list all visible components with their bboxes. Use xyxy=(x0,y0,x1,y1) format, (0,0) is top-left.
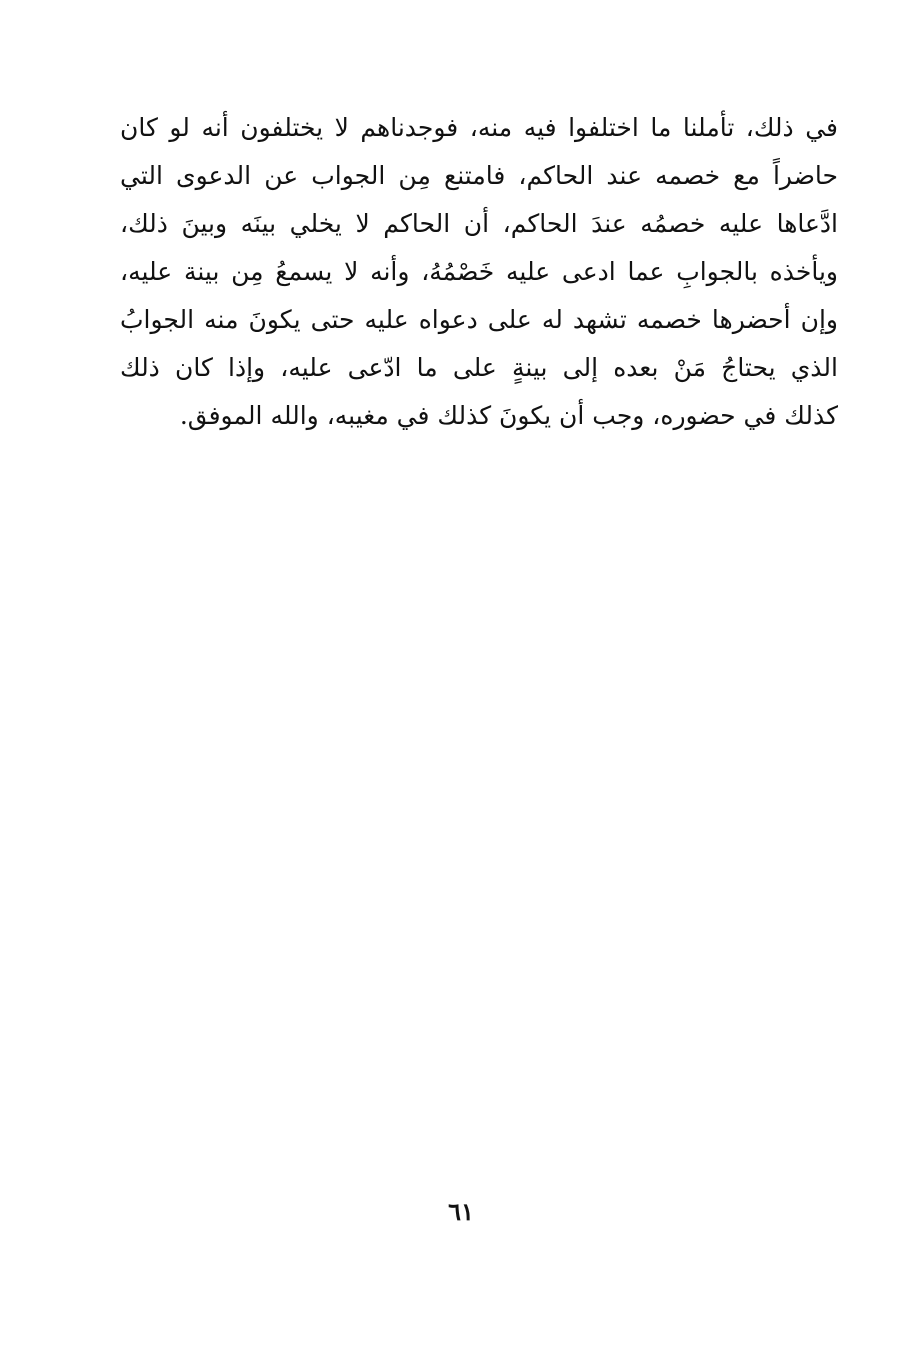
page-number: ٦١ xyxy=(448,1197,474,1226)
text-line-2: حاضراً مع خصمه عند الحاكم، فامتنع مِن الجواب عن الدعوى التي xyxy=(120,161,838,190)
body-text xyxy=(120,104,838,440)
text-line-7: كذلك في حضوره، وجب أن يكونَ كذلك في مغيبه، والله الموفق. xyxy=(179,401,838,430)
text-line-3: ادَّعاها عليه خصمُه عندَ الحاكم، أن الحاكم لا يخلي بينَه وبينَ ذلك، xyxy=(120,209,838,238)
text-line-5: وإن أحضرها خصمه تشهد له على دعواه عليه حتى يكونَ منه الجوابُ xyxy=(120,305,838,334)
text-line-1: في ذلك، تأملنا ما اختلفوا فيه منه، فوجدناهم لا يختلفون أنه لو كان xyxy=(120,113,838,142)
text-line-6: الذي يحتاجُ مَنْ بعده إلى بينةٍ على ما ادّعى عليه، وإذا كان ذلك xyxy=(120,353,838,382)
text-line-4: ويأخذه بالجوابِ عما ادعى عليه خَصْمُهُ، وأنه لا يسمعُ مِن بينة عليه، xyxy=(120,257,838,286)
